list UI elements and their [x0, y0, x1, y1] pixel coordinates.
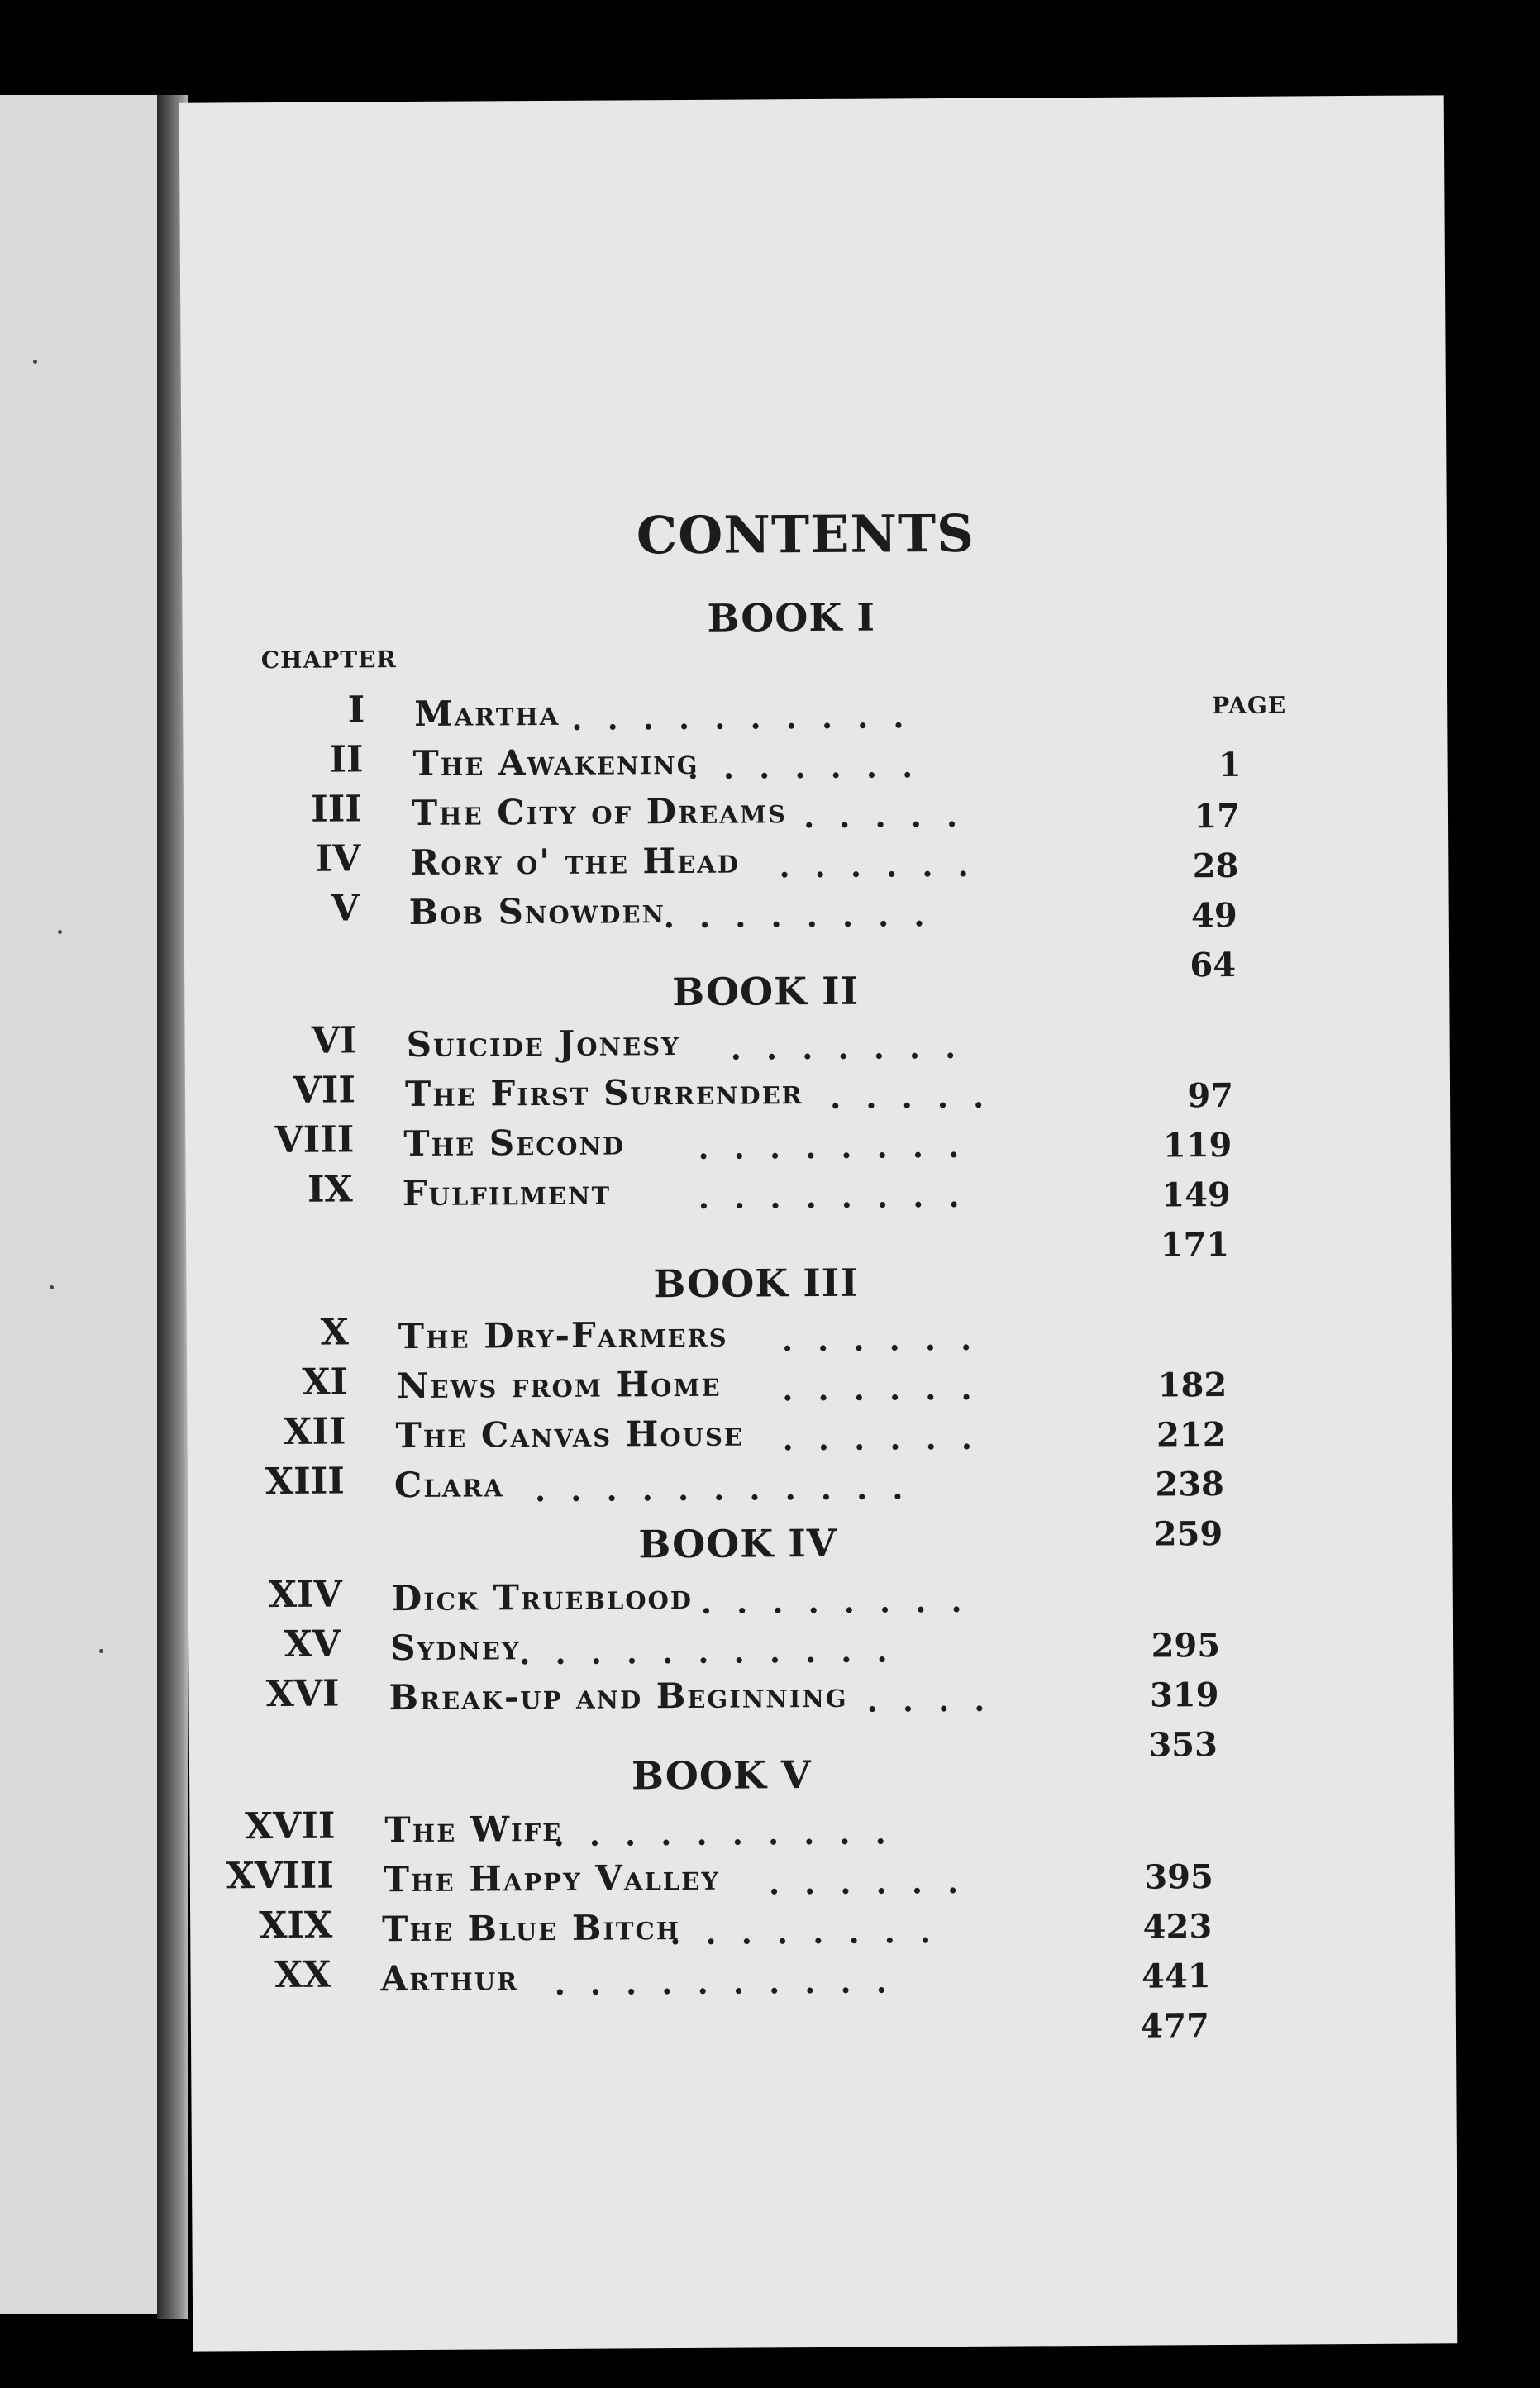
chapter-title: Break-up and Beginning	[389, 1674, 848, 1718]
chapter-page: 119	[1162, 1125, 1232, 1165]
chapter-page: 171	[1160, 1224, 1230, 1265]
chapter-title: The City of Dreams	[411, 790, 788, 833]
book-heading: BOOK II	[672, 968, 860, 1015]
chapter-title: The Dry-Farmers	[398, 1313, 728, 1357]
chapter-number: XVIII	[226, 1854, 334, 1898]
chapter-number: IX	[307, 1168, 353, 1211]
chapter-title: Dick Trueblood	[391, 1575, 694, 1619]
chapter-number: VI	[311, 1019, 357, 1062]
dot-leader: ......	[768, 1862, 984, 1902]
chapter-title: Clara	[393, 1464, 504, 1506]
dot-leader: .......	[730, 1027, 981, 1067]
page-title: CONTENTS	[636, 503, 975, 566]
chapter-page: 64	[1190, 945, 1237, 985]
facing-page	[0, 95, 161, 2314]
chapter-number: XIV	[268, 1573, 342, 1617]
dot-leader: ........	[663, 896, 950, 936]
chapter-title: Sydney	[389, 1627, 521, 1669]
chapter-number: IV	[315, 837, 361, 880]
chapter-title: Martha	[414, 692, 560, 734]
chapter-title: Arthur	[380, 1957, 519, 2000]
chapter-page: 395	[1144, 1857, 1213, 1897]
chapter-number: XI	[302, 1361, 348, 1404]
chapter-page: 97	[1187, 1075, 1234, 1116]
chapter-number: XIII	[265, 1460, 346, 1504]
chapter-page: 423	[1142, 1907, 1213, 1947]
chapter-title: The Blue Bitch	[382, 1907, 681, 1950]
dot-leader: ...........	[534, 1469, 928, 1509]
ink-speck	[99, 1649, 103, 1653]
chapter-title: Bob Snowden	[408, 890, 666, 933]
dot-leader: ......	[782, 1418, 998, 1458]
dot-leader: ........	[698, 1176, 985, 1216]
chapter-number: XVII	[244, 1804, 336, 1848]
contents-page	[179, 95, 1458, 2351]
dot-leader: ...........	[519, 1632, 913, 1672]
chapter-page: 441	[1141, 1957, 1211, 1996]
dot-leader: ..........	[554, 1962, 913, 2002]
dot-leader: ......	[781, 1319, 997, 1359]
chapter-page: 49	[1190, 895, 1237, 936]
chapter-page: 319	[1149, 1675, 1219, 1715]
chapter-column-label: CHAPTER	[260, 646, 397, 674]
dot-leader: ......	[782, 1369, 997, 1408]
chapter-page: 477	[1140, 2006, 1210, 2046]
chapter-number: XV	[284, 1623, 341, 1666]
chapter-title: Rory o' the Head	[410, 840, 741, 884]
chapter-number: VII	[293, 1069, 356, 1112]
chapter-number: XIX	[259, 1904, 333, 1947]
chapter-title: The Second	[403, 1122, 626, 1165]
chapter-number: XII	[284, 1410, 346, 1453]
chapter-title: News from Home	[397, 1363, 722, 1407]
dot-leader: ..........	[553, 1814, 911, 1853]
chapter-page: 295	[1151, 1626, 1221, 1666]
chapter-number: V	[331, 887, 360, 930]
dot-leader: ..........	[571, 698, 929, 737]
dot-leader: .....	[803, 796, 983, 836]
chapter-number: III	[311, 788, 363, 831]
dot-leader: ........	[670, 1913, 956, 1952]
dot-leader: ......	[779, 846, 994, 885]
chapter-number: XX	[274, 1953, 331, 1997]
chapter-page: 259	[1153, 1514, 1223, 1554]
book-heading: BOOK I	[707, 594, 876, 641]
chapter-page: 149	[1161, 1175, 1231, 1215]
chapter-page: 1	[1218, 745, 1242, 785]
chapter-title: The Canvas House	[395, 1413, 745, 1456]
book-heading: BOOK V	[631, 1752, 812, 1799]
chapter-page: 238	[1155, 1465, 1225, 1504]
chapter-title: The Awakening	[412, 741, 699, 784]
chapter-page: 212	[1156, 1414, 1226, 1455]
chapter-number: X	[320, 1311, 349, 1354]
chapter-title: The First Surrender	[404, 1071, 803, 1115]
chapter-title: The Wife	[384, 1808, 563, 1851]
chapter-page: 182	[1157, 1365, 1228, 1405]
chapter-title: Fulfilment	[402, 1171, 612, 1214]
chapter-page: 17	[1194, 796, 1241, 837]
ink-speck	[33, 360, 37, 364]
dot-leader: .....	[829, 1077, 1009, 1116]
dot-leader: ....	[866, 1680, 1010, 1719]
chapter-number: XVI	[265, 1672, 340, 1716]
ink-speck	[50, 1285, 54, 1289]
book-heading: BOOK III	[653, 1260, 860, 1307]
chapter-number: VIII	[274, 1118, 355, 1162]
chapter-title: Suicide Jonesy	[406, 1022, 680, 1065]
ink-speck	[58, 930, 62, 934]
book-heading: BOOK IV	[638, 1520, 837, 1567]
dot-leader: ........	[698, 1127, 985, 1166]
chapter-page: 28	[1192, 846, 1239, 886]
dot-leader: .......	[687, 747, 938, 786]
dot-leader: ........	[700, 1581, 987, 1621]
chapter-title: The Happy Valley	[383, 1857, 721, 1900]
chapter-number: II	[329, 738, 364, 781]
page-column-label: PAGE	[1212, 691, 1287, 720]
chapter-page: 353	[1148, 1725, 1218, 1765]
chapter-number: I	[347, 689, 365, 732]
